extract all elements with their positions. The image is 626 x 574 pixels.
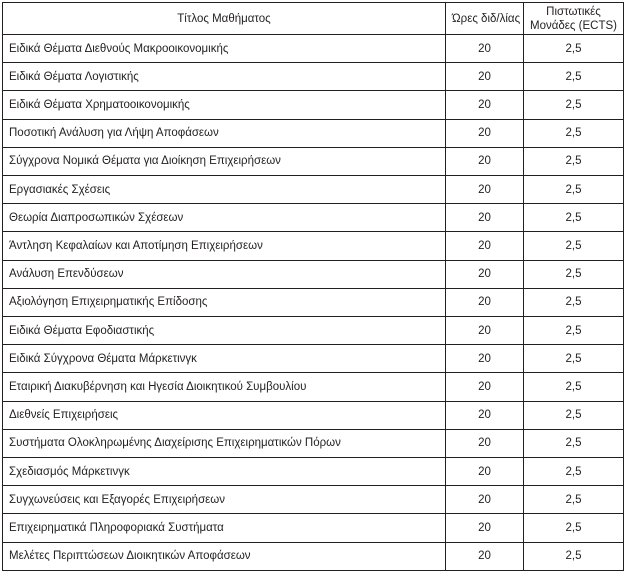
courses-table	[2, 2, 624, 571]
table-row	[3, 373, 624, 401]
ects-cell: 2,5	[524, 542, 624, 570]
hours-cell: 20	[446, 260, 524, 288]
header-ects-credits: Πιστωτικές Μονάδες (ECTS)	[524, 3, 624, 35]
table-row	[3, 35, 624, 63]
ects-cell: 2,5	[524, 345, 624, 373]
hours-cell: 20	[446, 232, 524, 260]
hours-cell: 20	[446, 288, 524, 316]
hours-cell: 20	[446, 514, 524, 542]
course-title-cell: Ποσοτική Ανάλυση για Λήψη Αποφάσεων	[3, 119, 446, 147]
hours-cell: 20	[446, 486, 524, 514]
table-row	[3, 176, 624, 204]
hours-cell: 20	[446, 345, 524, 373]
ects-cell: 2,5	[524, 317, 624, 345]
ects-cell: 2,5	[524, 288, 624, 316]
table-row	[3, 458, 624, 486]
hours-cell: 20	[446, 458, 524, 486]
ects-cell: 2,5	[524, 514, 624, 542]
hours-cell: 20	[446, 401, 524, 429]
table-row	[3, 232, 624, 260]
course-title-cell: Επιχειρηματικά Πληροφοριακά Συστήματα	[3, 514, 446, 542]
ects-cell: 2,5	[524, 232, 624, 260]
ects-cell: 2,5	[524, 486, 624, 514]
table-row	[3, 63, 624, 91]
hours-cell: 20	[446, 63, 524, 91]
course-title-cell: Εταιρική Διακυβέρνηση και Ηγεσία Διοικητικού Συμβουλίου	[3, 373, 446, 401]
table-row	[3, 486, 624, 514]
ects-cell: 2,5	[524, 429, 624, 457]
course-title-cell: Ανάλυση Επενδύσεων	[3, 260, 446, 288]
course-title-cell: Διεθνείς Επιχειρήσεις	[3, 401, 446, 429]
table-row	[3, 119, 624, 147]
table-row	[3, 288, 624, 316]
ects-cell: 2,5	[524, 63, 624, 91]
course-title-cell: Θεωρία Διαπροσωπικών Σχέσεων	[3, 204, 446, 232]
hours-cell: 20	[446, 119, 524, 147]
ects-cell: 2,5	[524, 91, 624, 119]
ects-cell: 2,5	[524, 373, 624, 401]
course-title-cell: Αξιολόγηση Επιχειρηματικής Επίδοσης	[3, 288, 446, 316]
table-row	[3, 91, 624, 119]
table-row	[3, 514, 624, 542]
hours-cell: 20	[446, 176, 524, 204]
table-row	[3, 345, 624, 373]
course-title-cell: Σύγχρονα Νομικά Θέματα για Διοίκηση Επιχειρήσεων	[3, 147, 446, 175]
table-row	[3, 204, 624, 232]
hours-cell: 20	[446, 204, 524, 232]
table-row	[3, 401, 624, 429]
table-row	[3, 542, 624, 570]
course-title-cell: Συστήματα Ολοκληρωμένης Διαχείρισης Επιχειρηματικών Πόρων	[3, 429, 446, 457]
ects-cell: 2,5	[524, 458, 624, 486]
course-title-cell: Μελέτες Περιπτώσεων Διοικητικών Αποφάσεων	[3, 542, 446, 570]
header-row	[3, 3, 624, 35]
table-row	[3, 317, 624, 345]
hours-cell: 20	[446, 542, 524, 570]
hours-cell: 20	[446, 91, 524, 119]
course-title-cell: Άντληση Κεφαλαίων και Αποτίμηση Επιχειρήσεων	[3, 232, 446, 260]
ects-cell: 2,5	[524, 35, 624, 63]
ects-cell: 2,5	[524, 147, 624, 175]
ects-cell: 2,5	[524, 204, 624, 232]
ects-cell: 2,5	[524, 176, 624, 204]
ects-cell: 2,5	[524, 260, 624, 288]
course-title-cell: Σχεδιασμός Μάρκετινγκ	[3, 458, 446, 486]
course-title-cell: Ειδικά Θέματα Λογιστικής	[3, 63, 446, 91]
course-title-cell: Συγχωνεύσεις και Εξαγορές Επιχειρήσεων	[3, 486, 446, 514]
table-row	[3, 260, 624, 288]
course-title-cell: Ειδικά Θέματα Χρηματοοικονομικής	[3, 91, 446, 119]
course-title-cell: Ειδικά Σύγχρονα Θέματα Μάρκετινγκ	[3, 345, 446, 373]
course-title-cell: Ειδικά Θέματα Διεθνούς Μακροοικονομικής	[3, 35, 446, 63]
hours-cell: 20	[446, 373, 524, 401]
header-teaching-hours: Ώρες διδ/λίας	[446, 3, 524, 35]
ects-cell: 2,5	[524, 119, 624, 147]
hours-cell: 20	[446, 317, 524, 345]
ects-cell: 2,5	[524, 401, 624, 429]
header-course-title: Τίτλος Μαθήματος	[3, 3, 446, 35]
hours-cell: 20	[446, 147, 524, 175]
hours-cell: 20	[446, 35, 524, 63]
table-row	[3, 429, 624, 457]
course-title-cell: Εργασιακές Σχέσεις	[3, 176, 446, 204]
hours-cell: 20	[446, 429, 524, 457]
table-row	[3, 147, 624, 175]
course-title-cell: Ειδικά Θέματα Εφοδιαστικής	[3, 317, 446, 345]
